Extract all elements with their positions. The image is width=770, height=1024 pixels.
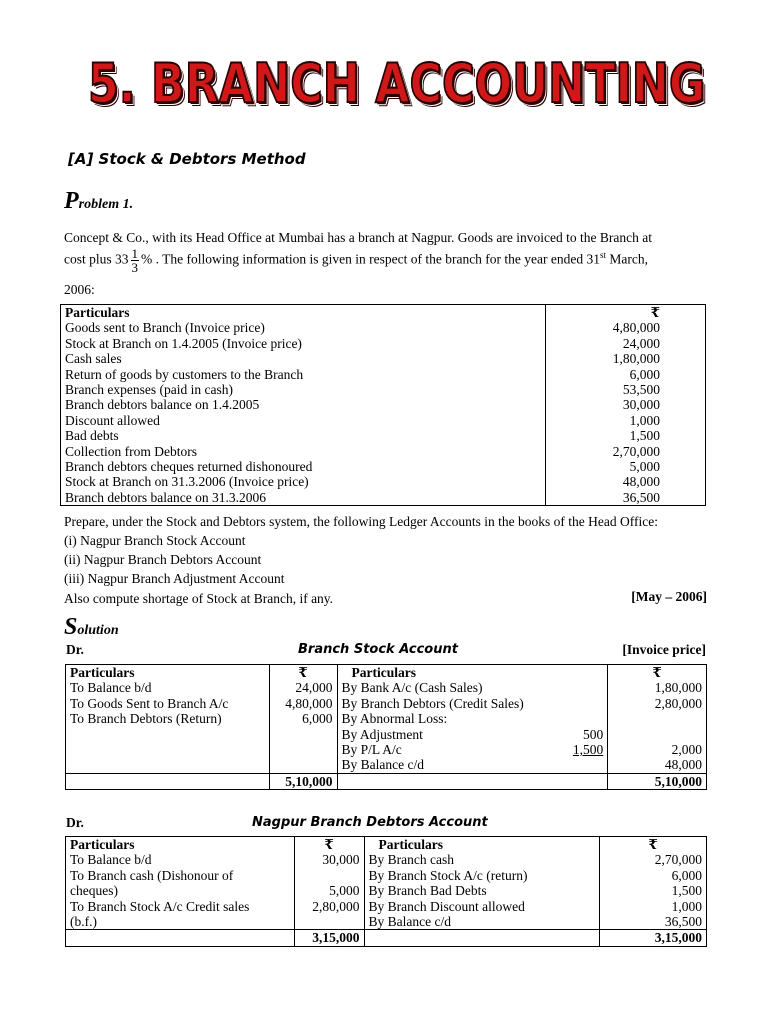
header-left-particulars: Particulars [70, 837, 135, 852]
right-amount: 6,000 [600, 868, 707, 883]
left-amount [269, 727, 337, 742]
right-sub-amount [528, 680, 608, 695]
right-amount: 1,500 [600, 883, 707, 898]
total-left-amount: 5,10,000 [269, 773, 337, 789]
stock-account-dr-label: Dr. [66, 642, 84, 657]
right-sub-amount [528, 757, 608, 773]
table-row [61, 474, 706, 489]
row-amount: 1,000 [546, 413, 706, 428]
right-entry: By Balance c/d [364, 914, 600, 930]
right-amount: 2,000 [608, 742, 707, 757]
right-amount: 1,80,000 [608, 680, 707, 695]
exam-reference: [May – 2006] [631, 589, 707, 604]
problem-text-line2 [64, 246, 709, 274]
right-entry: By Branch Bad Debts [364, 883, 600, 898]
problem-label [64, 188, 133, 215]
right-amount [608, 727, 707, 742]
left-amount: 24,000 [269, 680, 337, 695]
problem-text-line1: Concept & Co., with its Head Office at Mumbai has a branch at Nagpur. Goods are invoiced to the Branch at [64, 230, 652, 245]
left-entry [66, 757, 270, 773]
header-right-amount: ₹ [600, 837, 707, 853]
ledger-header-row [66, 665, 707, 681]
table-row [61, 444, 706, 459]
left-entry: To Branch Debtors (Return) [70, 711, 222, 727]
table-row [66, 852, 707, 867]
right-entry: By Branch Discount allowed [364, 899, 600, 914]
left-entry: To Branch cash (Dishonour of [70, 867, 234, 883]
header-amount: ₹ [546, 305, 706, 321]
left-amount [294, 914, 364, 930]
branch-debtors-account-table [65, 836, 707, 947]
row-particulars: Branch debtors balance on 31.3.2006 [65, 489, 266, 505]
line2-suffix: % . The following information is given in respect of the branch for the year ended 31 [141, 251, 601, 267]
table-row [66, 727, 707, 742]
table-row [61, 320, 706, 335]
table-row [66, 914, 707, 930]
left-entry [66, 727, 270, 742]
total-right-blank [337, 773, 528, 789]
solution-label-initial: S [64, 614, 78, 640]
row-particulars: Goods sent to Branch (Invoice price) [65, 320, 265, 336]
row-amount: 6,000 [546, 367, 706, 382]
right-sub-amount [528, 711, 608, 726]
table-row [66, 696, 707, 711]
problem-label-initial: P [64, 188, 79, 214]
row-particulars: Return of goods by customers to the Branch [65, 366, 304, 382]
prepare-instruction: Prepare, under the Stock and Debtors system, the following Ledger Accounts in the books of the Head Office: [64, 514, 658, 529]
header-right-particulars: Particulars [337, 665, 608, 681]
table-row [61, 490, 706, 506]
left-amount: 30,000 [294, 852, 364, 867]
header-left-amount: ₹ [269, 665, 337, 681]
stock-account-title: Branch Stock Account [298, 642, 458, 657]
left-amount: 5,000 [294, 883, 364, 898]
right-amount: 48,000 [608, 757, 707, 773]
requirement-item-1: (i) Nagpur Branch Stock Account [64, 533, 246, 548]
shortage-instruction: Also compute shortage of Stock at Branch, if any. [64, 591, 334, 606]
solution-label [64, 614, 119, 641]
line2-end: March, [606, 251, 649, 267]
right-entry: By Branch Stock A/c (return) [364, 868, 600, 883]
row-particulars: Discount allowed [65, 412, 160, 428]
fraction-denominator: 3 [131, 259, 139, 275]
ledger-header-row [66, 837, 707, 853]
header-particulars: Particulars [65, 305, 130, 320]
total-right-blank [364, 930, 600, 946]
row-amount: 4,80,000 [546, 320, 706, 335]
problem-text-line3: 2006: [64, 282, 95, 297]
left-amount: 4,80,000 [269, 696, 337, 711]
right-amount [608, 711, 707, 726]
stock-account-price-note: [Invoice price] [622, 642, 706, 657]
section-heading: [A] Stock & Debtors Method [68, 150, 306, 168]
right-entry: By Bank A/c (Cash Sales) [337, 680, 528, 695]
right-sub-amount: 1,500 [572, 742, 604, 758]
table-row [66, 757, 707, 773]
left-entry: To Balance b/d [70, 852, 152, 868]
left-entry: To Branch Stock A/c Credit sales [70, 898, 250, 914]
total-left-blank [66, 773, 270, 789]
total-right-amount: 3,15,000 [600, 930, 707, 946]
row-particulars: Cash sales [65, 351, 122, 367]
left-amount: 2,80,000 [294, 899, 364, 914]
row-particulars: Bad debts [65, 428, 119, 444]
table-row [66, 680, 707, 695]
right-entry: By Balance c/d [337, 757, 528, 773]
total-left-blank [66, 930, 295, 946]
left-amount [269, 742, 337, 757]
right-amount: 1,000 [600, 899, 707, 914]
table-row [61, 336, 706, 351]
solution-label-rest: olution [77, 623, 119, 638]
line2-prefix: cost plus 33 [64, 251, 129, 267]
row-particulars: Branch debtors cheques returned dishonoured [65, 459, 313, 475]
row-amount: 1,80,000 [546, 351, 706, 366]
right-entry: By P/L A/c [337, 742, 528, 757]
table-row [66, 899, 707, 914]
debtors-account-title: Nagpur Branch Debtors Account [252, 815, 488, 830]
row-particulars: Stock at Branch on 31.3.2006 (Invoice price) [65, 474, 309, 490]
line2-superscript: st [600, 250, 607, 260]
left-amount [294, 868, 364, 883]
requirement-item-3: (iii) Nagpur Branch Adjustment Account [64, 571, 285, 586]
table-row [61, 382, 706, 397]
table-row [61, 459, 706, 474]
right-entry: By Adjustment [337, 727, 528, 742]
row-particulars: Stock at Branch on 1.4.2005 (Invoice price) [65, 335, 302, 351]
right-amount: 36,500 [600, 914, 707, 930]
header-right-particulars: Particulars [364, 837, 600, 853]
header-left-amount: ₹ [294, 837, 364, 853]
row-amount: 1,500 [546, 428, 706, 443]
fraction-numerator: 1 [131, 245, 139, 261]
ledger-total-row [66, 930, 707, 946]
left-entry: (b.f.) [70, 914, 97, 930]
table-row [66, 868, 707, 883]
header-right-amount: ₹ [608, 665, 707, 681]
left-entry: To Goods Sent to Branch A/c [70, 695, 229, 711]
requirement-item-2: (ii) Nagpur Branch Debtors Account [64, 552, 262, 567]
fraction [131, 247, 140, 274]
row-particulars: Branch expenses (paid in cash) [65, 382, 233, 398]
right-sub-amount [528, 696, 608, 711]
table-row [61, 428, 706, 443]
row-amount: 30,000 [546, 397, 706, 412]
problem-label-rest: roblem 1. [78, 197, 134, 212]
row-amount: 36,500 [546, 490, 706, 506]
header-left-particulars: Particulars [70, 665, 135, 680]
row-particulars: Collection from Debtors [65, 443, 197, 459]
total-right-blank-sub [528, 773, 608, 789]
debtors-account-dr-label: Dr. [66, 815, 84, 830]
row-amount: 24,000 [546, 336, 706, 351]
right-amount: 2,70,000 [600, 852, 707, 867]
left-entry [66, 742, 270, 757]
table-header-row [61, 305, 706, 321]
ledger-total-row [66, 773, 707, 789]
table-row [61, 397, 706, 412]
right-sub-amount: 500 [582, 726, 604, 742]
right-entry: By Abnormal Loss: [337, 711, 528, 726]
row-amount: 2,70,000 [546, 444, 706, 459]
row-particulars: Branch debtors balance on 1.4.2005 [65, 397, 260, 413]
left-amount: 6,000 [269, 711, 337, 726]
table-row [61, 413, 706, 428]
table-row [66, 711, 707, 726]
given-information-table [60, 304, 706, 506]
chapter-banner-title: 5. BRANCH ACCOUNTING [88, 52, 706, 115]
table-row [61, 351, 706, 366]
branch-stock-account-table [65, 664, 707, 790]
left-entry: cheques) [70, 883, 118, 899]
total-left-amount: 3,15,000 [294, 930, 364, 946]
left-amount [269, 757, 337, 773]
right-entry: By Branch Debtors (Credit Sales) [337, 696, 528, 711]
table-row [61, 367, 706, 382]
right-entry: By Branch cash [364, 852, 600, 867]
row-amount: 5,000 [546, 459, 706, 474]
left-entry: To Balance b/d [70, 680, 152, 696]
row-amount: 53,500 [546, 382, 706, 397]
table-row [66, 742, 707, 757]
row-amount: 48,000 [546, 474, 706, 489]
table-row [66, 883, 707, 898]
right-amount: 2,80,000 [608, 696, 707, 711]
total-right-amount: 5,10,000 [608, 773, 707, 789]
